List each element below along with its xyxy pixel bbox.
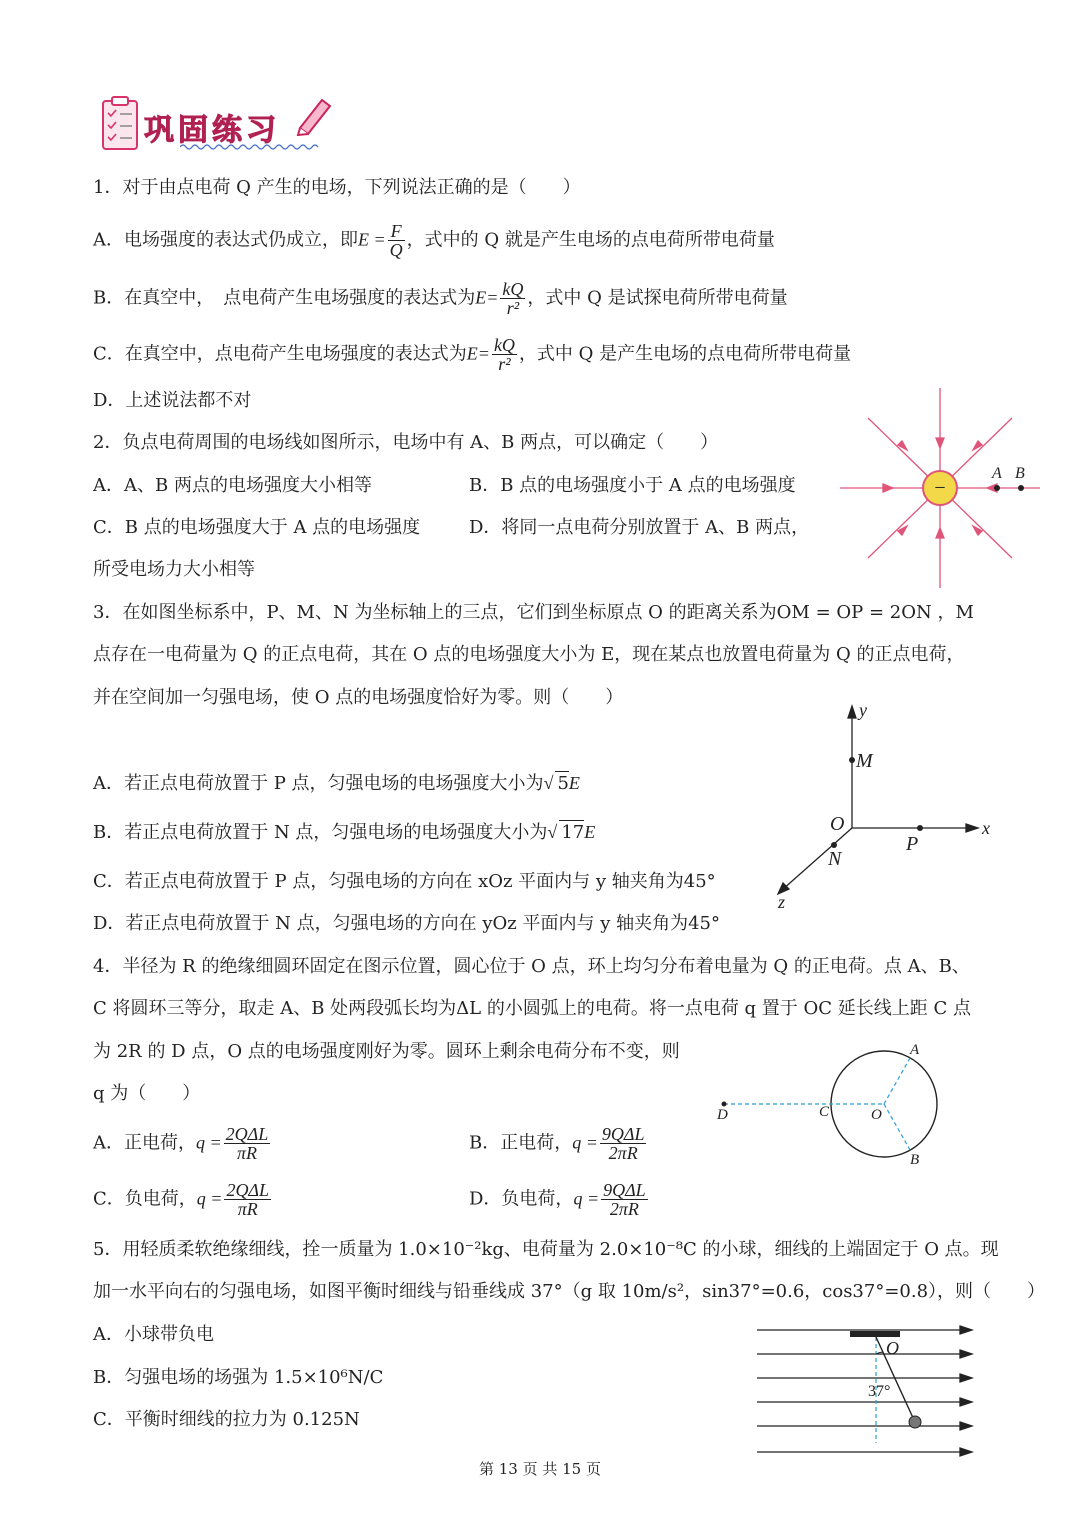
- page-number: 第 13 页 共 15 页: [478, 1460, 601, 1478]
- label-b: B: [1015, 465, 1025, 482]
- q2-field-lines-figure: [835, 388, 1045, 588]
- q3-option-b[interactable]: B．若正点电荷放置于 N 点，匀强电场的电场强度大小为√ 17E: [93, 822, 596, 843]
- q4-option-d[interactable]: D．负电荷，q = $\frac{\text{9QΔL}}{2\pi R}$: [469, 1180, 646, 1219]
- q1-option-d[interactable]: D．上述说法都不对: [93, 390, 252, 411]
- fraction: $\frac{\text{2QΔL}}{\pi R}$: [226, 1180, 270, 1219]
- q5-stem-1: 5．用轻质柔软绝缘细线，拴一质量为 1.0×10⁻²kg、电荷量为 2.0×10⁻⁸C 的小球，细线的上端固定于 O 点。现: [93, 1239, 999, 1260]
- section-title: 巩固练习: [144, 113, 280, 148]
- q1-stem: 1．对于由点电荷 Q 产生的电场，下列说法正确的是（ ）: [93, 177, 581, 198]
- q5-option-b[interactable]: B．匀强电场的场强为 1.5×10⁶N/C: [93, 1367, 384, 1388]
- q2-option-d[interactable]: D．将同一点电荷分别放置于 A、B 两点，: [469, 517, 810, 538]
- q3-axes-figure: [770, 700, 1000, 915]
- q3-stem-2: 点存在一电荷量为 Q 的正点电荷，其在 O 点的电场强度大小为 E，现在某点也放置电荷量为 Q 的正点电荷，: [93, 644, 965, 665]
- q2-option-c[interactable]: C．B 点的电场强度大于 A 点的电场强度: [93, 517, 421, 538]
- q2-stem: 2．负点电荷周围的电场线如图所示，电场中有 A、B 两点，可以确定（ ）: [93, 432, 719, 453]
- q4-stem-2: C 将圆环三等分，取走 A、B 处两段弧长均为ΔL 的小圆弧上的电荷。将一点电荷 q 置于 OC 延长线上距 C 点: [93, 998, 971, 1019]
- q3-option-c[interactable]: C．若正点电荷放置于 P 点，匀强电场的方向在 xOz 平面内与 y 轴夹角为45°: [93, 871, 716, 892]
- point-n-label: N: [828, 848, 842, 870]
- fraction: $\frac{kQ}{\text{r²}}$: [502, 279, 524, 318]
- q5-option-c[interactable]: C．平衡时细线的拉力为 0.125N: [93, 1409, 360, 1430]
- axis-y-label: y: [859, 700, 867, 720]
- point-b-label: B: [910, 1152, 920, 1168]
- q3-stem-1: 3．在如图坐标系中，P、M、N 为坐标轴上的三点，它们到坐标原点 O 的距离关系为OM = OP = 2ON ，M: [93, 602, 974, 623]
- point-m-label: M: [856, 750, 873, 772]
- fraction: $\frac{\text{9QΔL}}{2\pi R}$: [601, 1124, 645, 1163]
- q5-option-a[interactable]: A．小球带负电: [93, 1324, 214, 1345]
- clipboard-icon: [100, 95, 140, 151]
- q2-option-b[interactable]: B．B 点的电场强度小于 A 点的电场强度: [469, 475, 796, 496]
- q1-option-a[interactable]: A．电场强度的表达式仍成立，即E = $\frac{F}{Q}$ ，式中的 Q 就是产生电场的点电荷所带电荷量: [93, 221, 775, 260]
- q4-option-b[interactable]: B．正电荷，q = $\frac{\text{9QΔL}}{2\pi R}$: [469, 1124, 645, 1163]
- q4-stem-1: 4．半径为 R 的绝缘细圆环固定在图示位置，圆心位于 O 点，环上均匀分布着电量为 Q 的正电荷。点 A、B、: [93, 956, 970, 977]
- q1-option-b[interactable]: B．在真空中， 点电荷产生电场强度的表达式为E= $\frac{kQ}{\text{r²}}$ ，式中 Q 是试探电荷所带电荷量: [93, 279, 788, 318]
- q4-ring-figure: [712, 1040, 952, 1170]
- fraction: $\frac{F}{Q}$: [389, 221, 403, 260]
- axis-x-label: x: [982, 818, 990, 838]
- wavy-underline: [180, 143, 320, 151]
- fraction: $\frac{\text{9QΔL}}{2\pi R}$: [603, 1180, 646, 1219]
- label-a: A: [992, 465, 1002, 482]
- charge-sign: −: [934, 477, 946, 499]
- fraction: $\frac{\text{2QΔL}}{\pi R}$: [225, 1124, 269, 1163]
- q2-option-a[interactable]: A．A、B 两点的电场强度大小相等: [93, 475, 372, 496]
- q5-stem-2: 加一水平向右的匀强电场，如图平衡时细线与铅垂线成 37°（g 取 10m/s²，sin37°=0.6，cos37°=0.8），则（ ）: [93, 1281, 1046, 1302]
- q4-option-a[interactable]: A．正电荷，q = $\frac{\text{2QΔL}}{\pi R}$: [93, 1124, 269, 1163]
- axis-z-label: z: [778, 892, 786, 912]
- point-d-label: D: [717, 1107, 728, 1123]
- center-o-label: O: [871, 1107, 882, 1123]
- pivot-o-label: O: [886, 1338, 899, 1358]
- q3-option-a[interactable]: A．若正点电荷放置于 P 点，匀强电场的电场强度大小为√ 5E: [93, 773, 580, 794]
- pencil-icon: [292, 92, 336, 136]
- q3-stem-3: 并在空间加一匀强电场，使 O 点的电场强度恰好为零。则（ ）: [93, 687, 624, 708]
- q1-option-c[interactable]: C．在真空中，点电荷产生电场强度的表达式为E= $\frac{kQ}{\text{r²}}$ ，式中 Q 是产生电场的点电荷所带电荷量: [93, 335, 852, 374]
- q4-stem-3: 为 2R 的 D 点，O 点的电场强度刚好为零。圆环上剩余电荷分布不变，则: [93, 1041, 680, 1062]
- q3-option-d[interactable]: D．若正点电荷放置于 N 点，匀强电场的方向在 yOz 平面内与 y 轴夹角为45°: [93, 913, 720, 934]
- q4-option-c[interactable]: C．负电荷，q = $\frac{\text{2QΔL}}{\pi R}$: [93, 1180, 270, 1219]
- point-c-label: C: [819, 1104, 830, 1120]
- angle-label: 37°: [868, 1383, 891, 1400]
- fraction: $\frac{kQ}{\text{r²}}$: [493, 335, 515, 374]
- origin-label: O: [830, 813, 845, 835]
- q4-stem-4: q 为（ ）: [93, 1083, 201, 1104]
- point-p-label: P: [906, 833, 919, 855]
- q2-option-d-cont: 所受电场力大小相等: [93, 559, 255, 580]
- q5-pendulum-figure: [752, 1318, 982, 1468]
- point-a-label: A: [910, 1042, 920, 1058]
